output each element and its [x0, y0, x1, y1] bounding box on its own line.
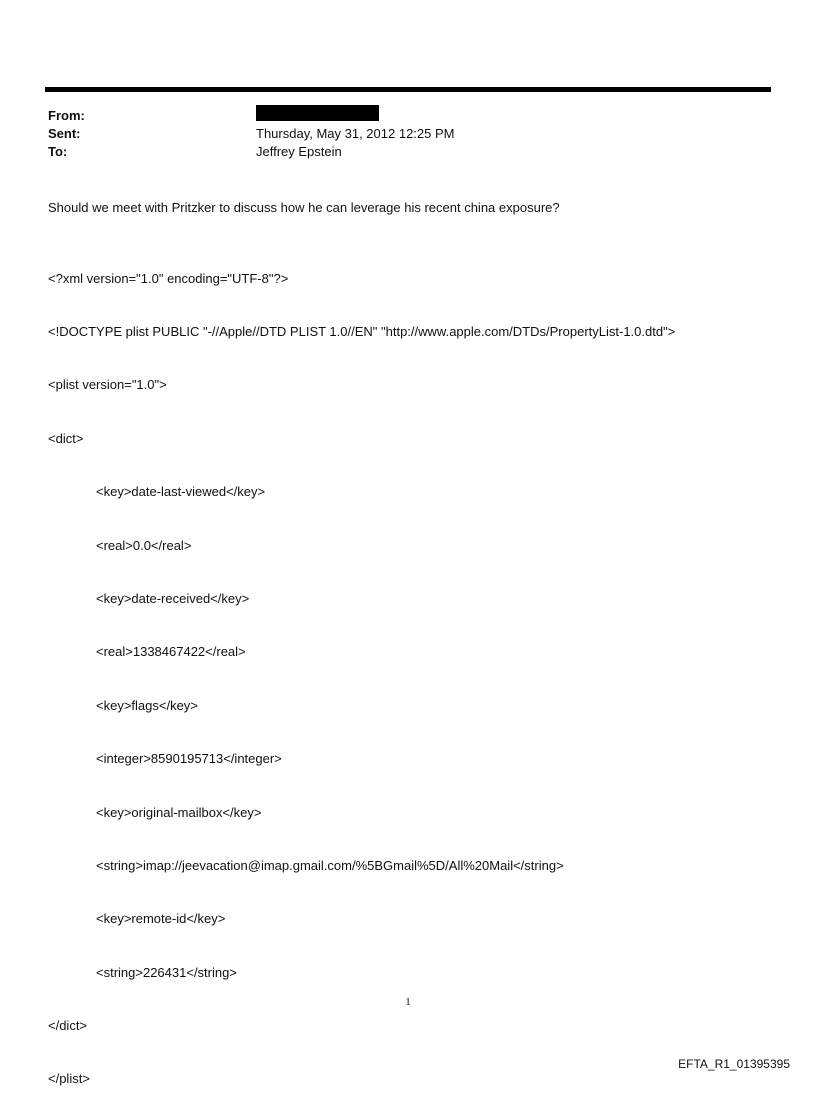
sent-value: Thursday, May 31, 2012 12:25 PM: [256, 126, 455, 141]
xml-line: <key>date-received</key>: [96, 590, 250, 606]
xml-line: </plist>: [48, 1071, 90, 1087]
xml-line: <integer>8590195713</integer>: [96, 751, 282, 767]
xml-line: <key>date-last-viewed</key>: [96, 484, 266, 500]
to-value: Jeffrey Epstein: [256, 144, 342, 159]
xml-line: <!DOCTYPE plist PUBLIC "-//Apple//DTD PLIST 1.0//EN" "http://www.apple.com/DTDs/PropertyList-1.0.dtd">: [48, 323, 676, 339]
xml-line: <key>original-mailbox</key>: [96, 804, 262, 820]
xml-line: <string>226431</string>: [96, 964, 237, 980]
document-id: EFTA_R1_01395395: [678, 1057, 790, 1071]
xml-line: <key>remote-id</key>: [96, 911, 226, 927]
xml-line: <dict>: [48, 430, 84, 446]
xml-line: <plist version="1.0">: [48, 377, 167, 393]
sent-label: Sent:: [48, 126, 81, 141]
from-label: From:: [48, 108, 85, 123]
xml-line: <real>1338467422</real>: [96, 644, 246, 660]
header-rule: [45, 87, 771, 92]
from-value: [256, 105, 379, 122]
redaction-block: [256, 105, 379, 121]
xml-line: <key>flags</key>: [96, 697, 198, 713]
page-number: 1: [405, 996, 411, 1008]
xml-line: </dict>: [48, 1018, 88, 1034]
xml-line: <?xml version="1.0" encoding="UTF-8"?>: [48, 270, 289, 286]
to-label: To:: [48, 144, 68, 159]
xml-line: <real>0.0</real>: [96, 537, 192, 553]
message-body: Should we meet with Pritzker to discuss how he can leverage his recent china exposure?: [48, 200, 560, 215]
xml-line: <string>imap://jeevacation@imap.gmail.com/%5BGmail%5D/All%20Mail</string>: [96, 857, 564, 873]
xml-plist-block: [48, 234, 675, 1106]
